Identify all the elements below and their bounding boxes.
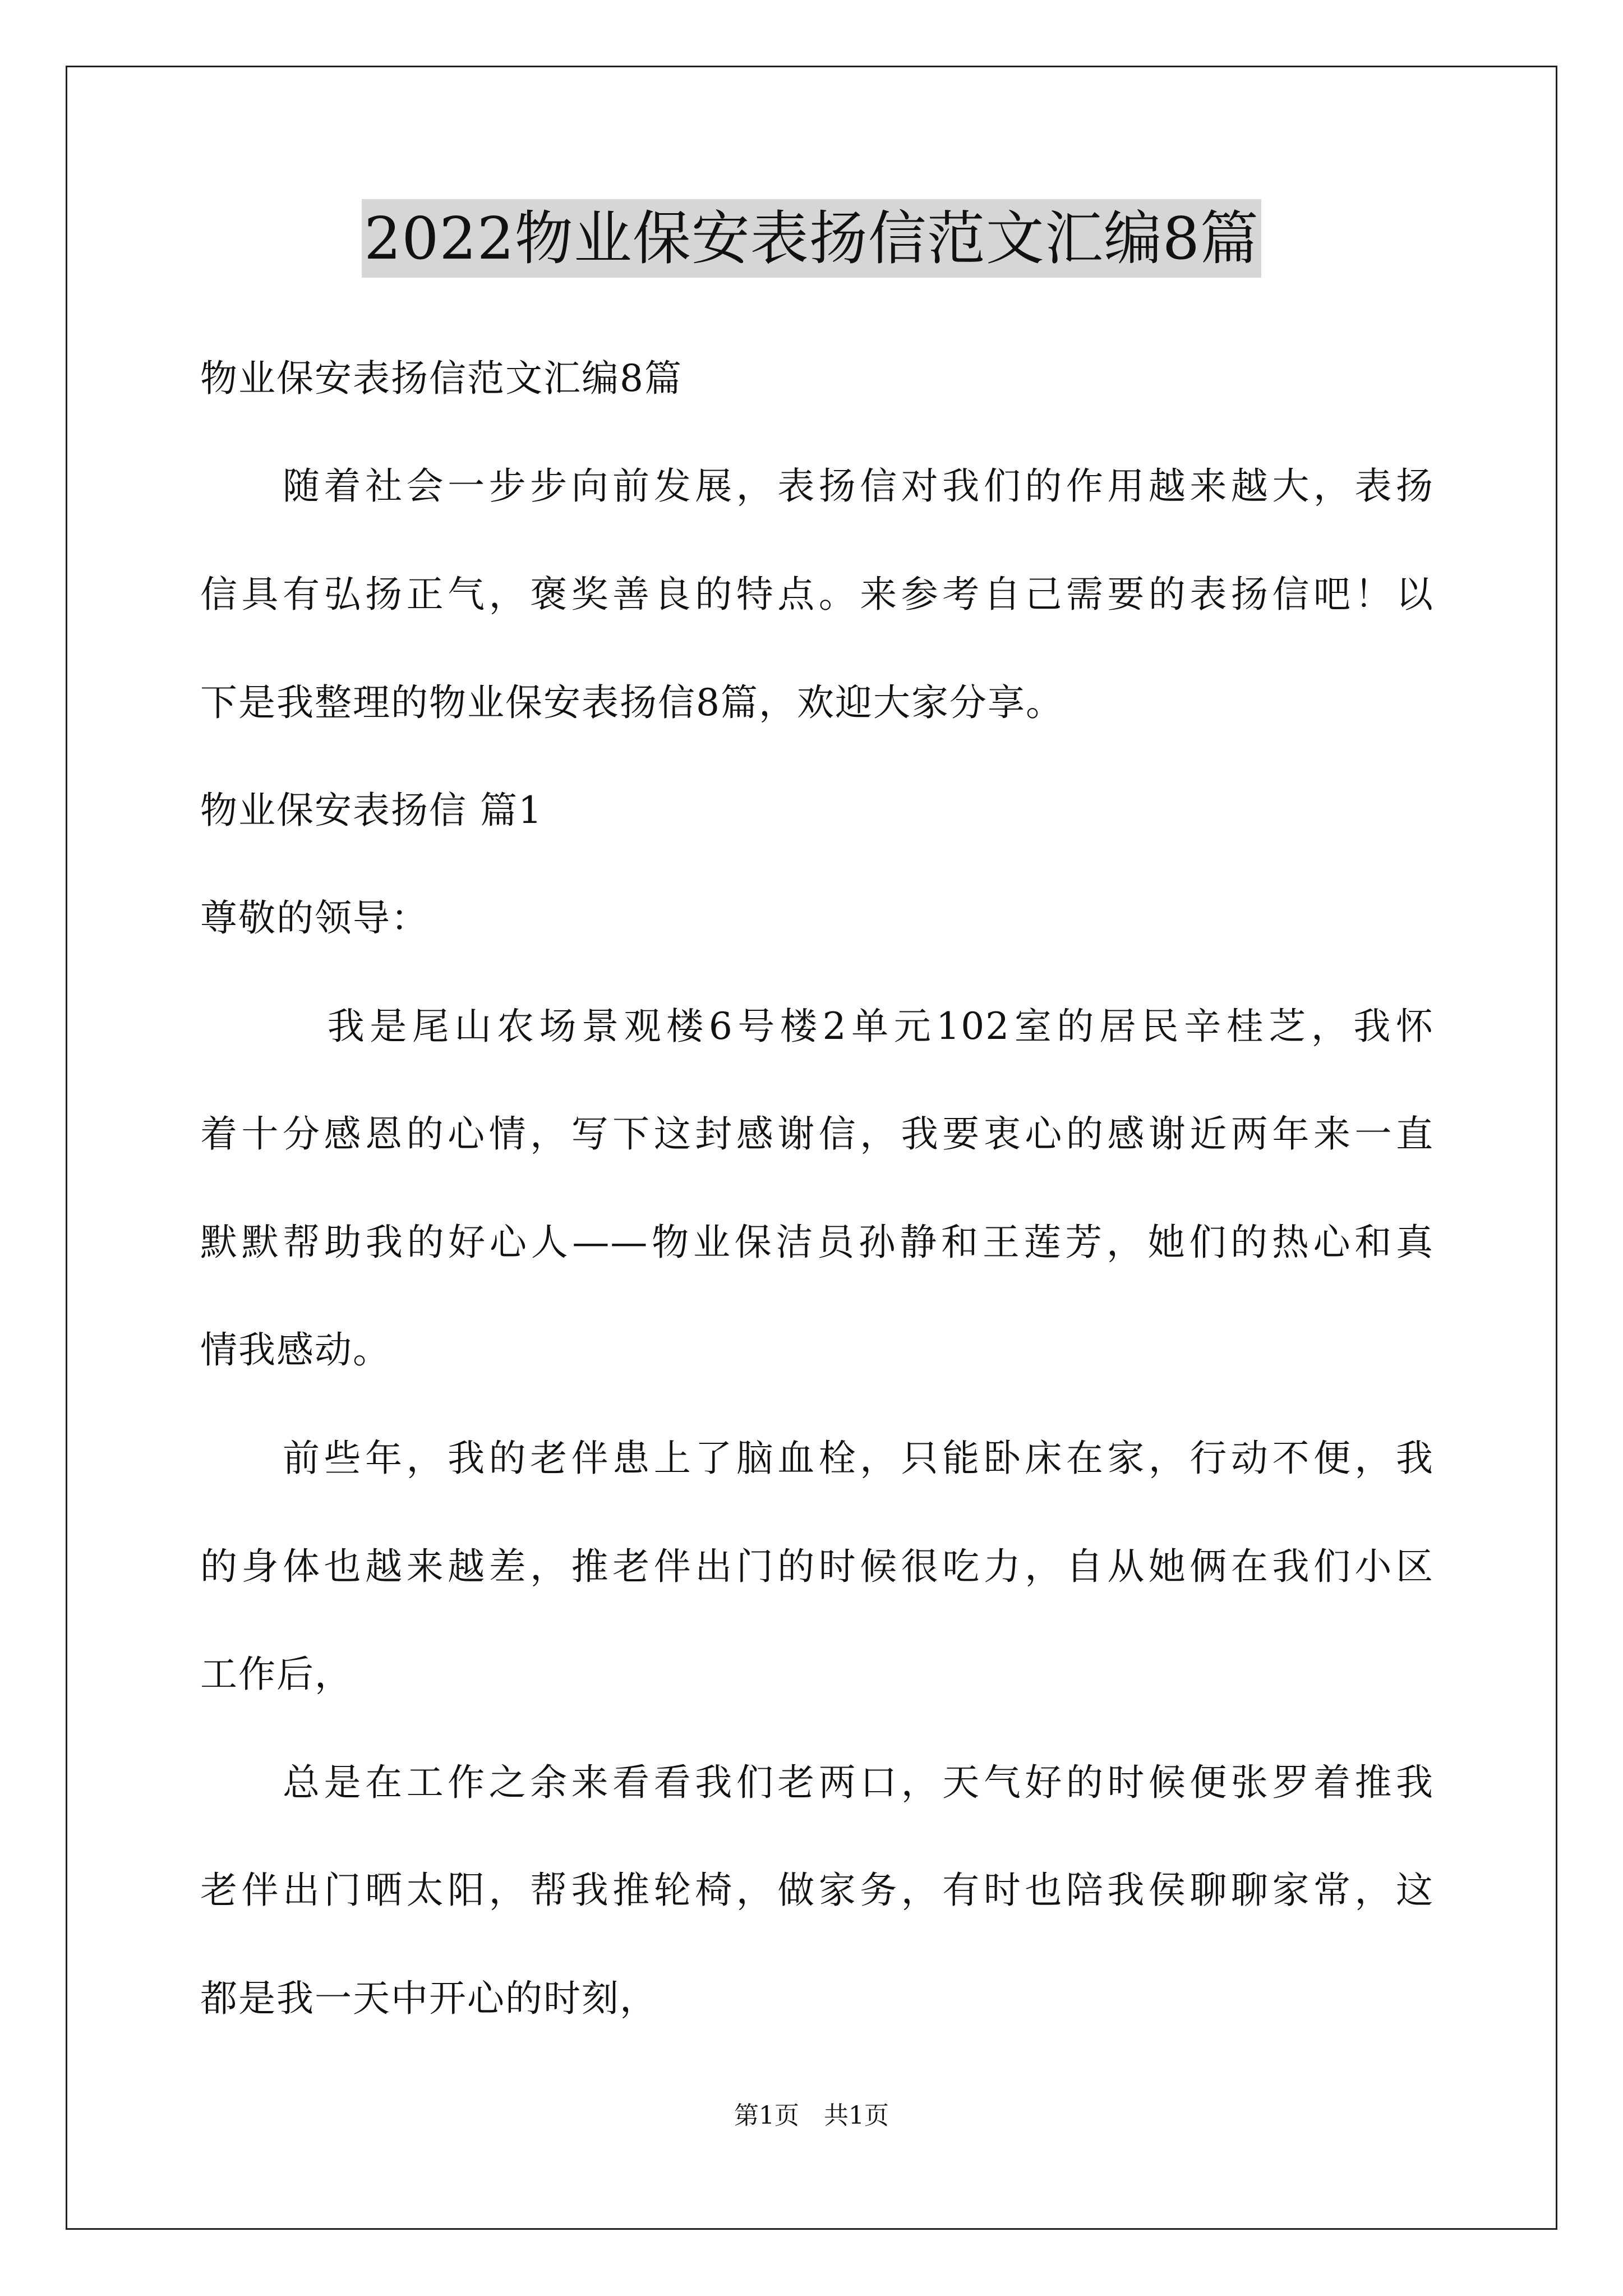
paragraph-line: 随着社会一步步向前发展，表扬信对我们的作用越来越大，表扬: [200, 464, 1434, 508]
paragraph-line: 默默帮助我的好心人——物业保洁员孙静和王莲芳，她们的热心和真: [200, 1221, 1434, 1264]
subtitle-line: 物业保安表扬信范文汇编8篇: [200, 357, 683, 400]
paragraph-line: 总是在工作之余来看看我们老两口，天气好的时候便张罗着推我: [200, 1761, 1434, 1804]
paragraph-line: 我是尾山农场景观楼6号楼2单元102室的居民辛桂芝，我怀: [200, 1005, 1434, 1048]
paragraph-line: 信具有弘扬正气，褒奖善良的特点。来参考自己需要的表扬信吧！以: [200, 573, 1434, 616]
title-container: [0, 199, 1623, 278]
paragraph-line: 着十分感恩的心情，写下这封感谢信，我要衷心的感谢近两年来一直: [200, 1112, 1434, 1156]
paragraph-line: 情我感动。: [200, 1328, 391, 1372]
section-heading: 物业保安表扬信 篇1: [200, 789, 543, 832]
page-footer: 第1页 共1页: [734, 2101, 889, 2130]
paragraph-line: 前些年，我的老伴患上了脑血栓，只能卧床在家，行动不便，我: [200, 1437, 1434, 1480]
salutation: 尊敬的领导：: [200, 896, 429, 940]
paragraph-line: 老伴出门晒太阳，帮我推轮椅，做家务，有时也陪我侯聊聊家常，这: [200, 1869, 1434, 1912]
paragraph-line: 下是我整理的物业保安表扬信8篇，欢迎大家分享。: [200, 681, 1064, 724]
paragraph-line: 的身体也越来越差，推老伴出门的时候很吃力，自从她俩在我们小区: [200, 1545, 1434, 1588]
paragraph-line: 工作后，: [200, 1653, 353, 1696]
document-title: 2022物业保安表扬信范文汇编8篇: [362, 199, 1261, 278]
paragraph-line: 都是我一天中开心的时刻，: [200, 1977, 658, 2020]
